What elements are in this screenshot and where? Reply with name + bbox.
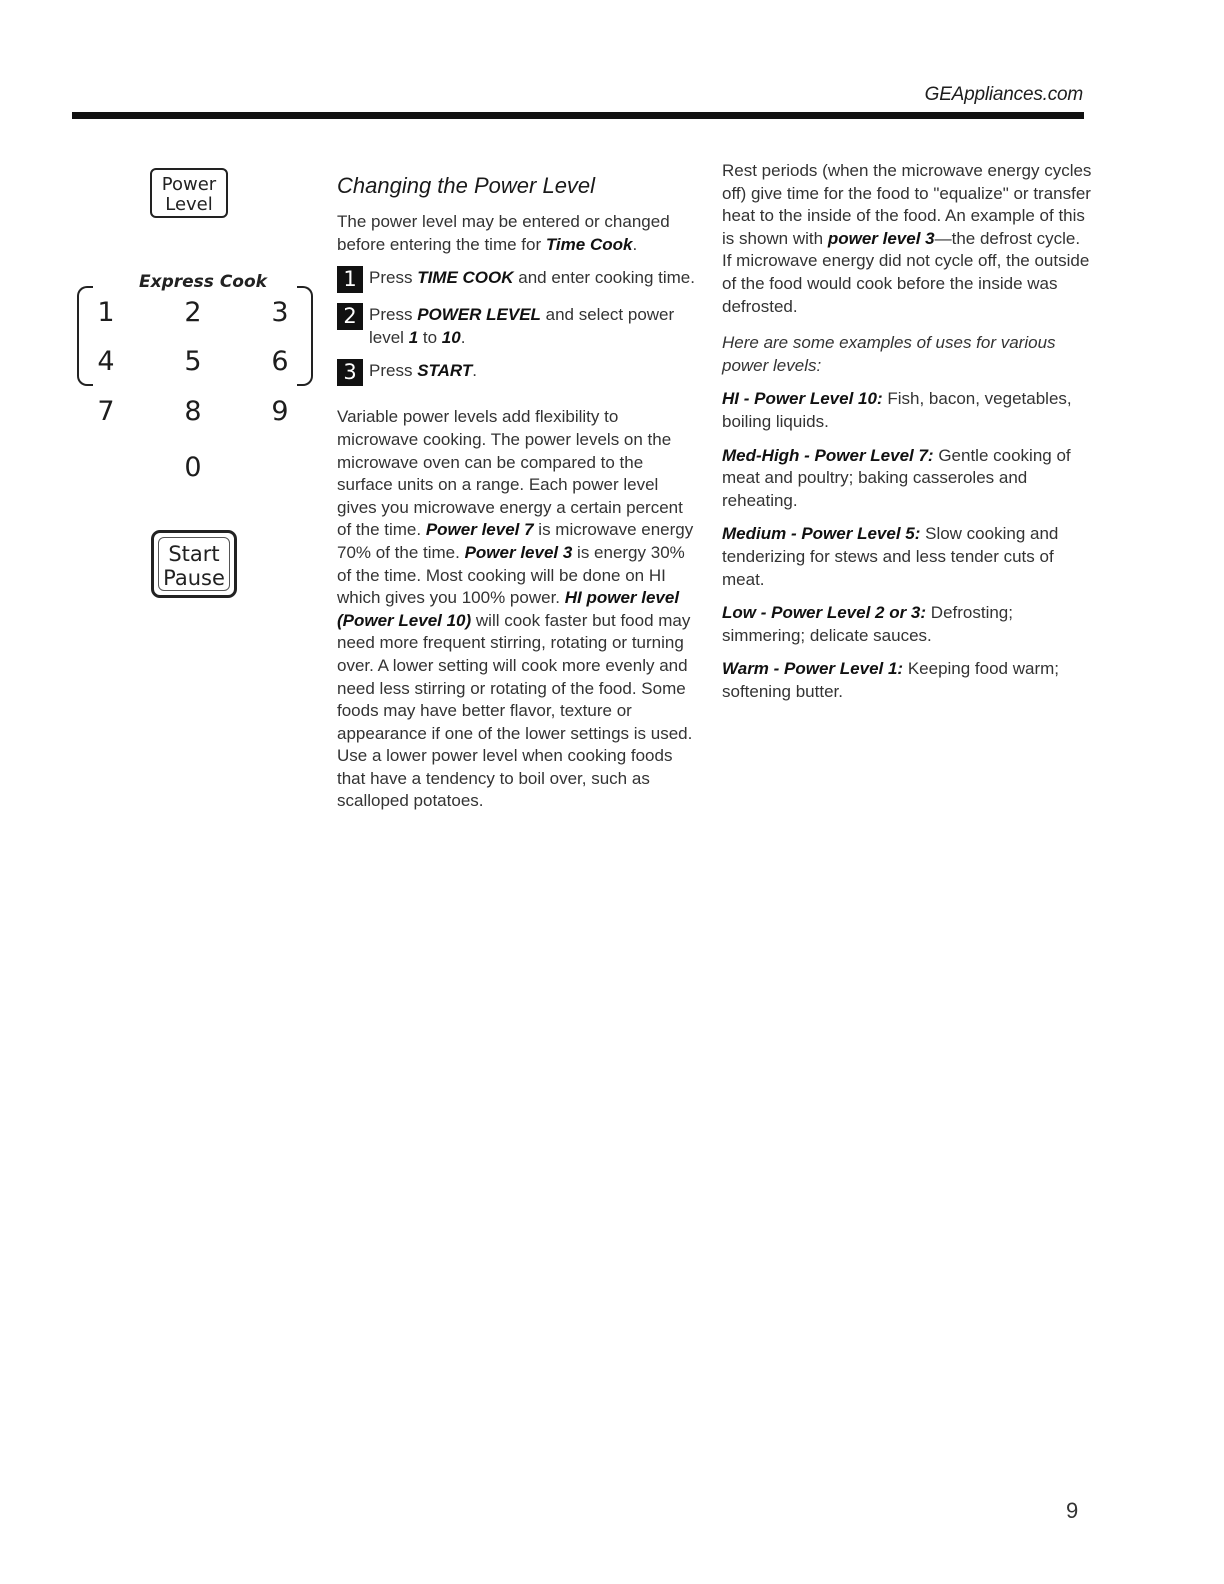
key-7: 7: [97, 396, 115, 427]
step-2-level-max: 10: [441, 327, 461, 347]
key-1: 1: [97, 297, 115, 328]
step-1-number: 1: [337, 266, 363, 293]
express-cook-label: Express Cook: [139, 272, 267, 292]
header-rule: [72, 112, 1084, 119]
step-2-number: 2: [337, 303, 363, 330]
step-2: [337, 304, 697, 349]
key-6: 6: [271, 346, 289, 377]
power-levels-body: [337, 406, 697, 813]
level-hi: [722, 388, 1092, 433]
step-2-post: and select power level: [369, 305, 675, 347]
power-level-key-line1: Power: [161, 174, 217, 195]
intro-end: .: [632, 234, 638, 254]
section-intro: [337, 211, 697, 256]
body-t4: will cook faster but food may need more frequent stirring, rotating or turning over. A lower setting will cook more evenly and need less stirring or rotating of the food. Some foods may have better flavor, texture or appearance if one of the lower settings is used. Use a lower power level when cooking foods that have a tendency to boil over, such as scalloped potatoes.: [337, 610, 693, 811]
body-e2: Power level 3: [464, 542, 573, 562]
step-3: [337, 360, 697, 386]
body-e1: Power level 7: [425, 520, 534, 540]
step-2-pre: Press: [369, 305, 418, 325]
step-1-text: [369, 267, 697, 290]
key-2: 2: [184, 297, 202, 328]
step-1-post: and enter cooking time.: [513, 268, 695, 288]
key-3: 3: [271, 297, 289, 328]
step-2-text: [369, 304, 697, 349]
step-1-pre: Press: [369, 268, 418, 288]
level-med-high: [722, 445, 1092, 513]
power-level-section: [337, 172, 697, 813]
start-pause-key-line1: Start: [168, 542, 220, 566]
step-2-key: POWER LEVEL: [417, 305, 541, 325]
level-medium: [722, 523, 1092, 591]
key-9: 9: [271, 396, 289, 427]
examples-intro: Here are some examples of uses for various power levels:: [722, 333, 1056, 375]
rest-t2: —the defrost cycle. If microwave energy did not cycle off, the outside of the food would cook before the inside was defrosted.: [722, 228, 1090, 316]
rest-periods-text: [722, 160, 1092, 318]
intro-text: The power level may be entered or changed before entering the time for: [337, 212, 670, 254]
rest-e1: power level 3: [827, 228, 935, 248]
body-t3: is energy 30% of the time. Most cooking will be done on HI which gives you 100% power.: [337, 542, 685, 608]
level-hi-label: HI - Power Level 10:: [722, 389, 883, 409]
step-3-post: .: [472, 361, 478, 381]
power-level-key: [150, 168, 228, 218]
level-low: [722, 602, 1092, 647]
key-4: 4: [97, 346, 115, 377]
page-number: 9: [1066, 1498, 1079, 1523]
power-level-examples: [722, 160, 1092, 703]
key-5: 5: [184, 346, 202, 377]
start-pause-key-line2: Pause: [163, 566, 225, 590]
intro-time-cook: Time Cook: [545, 234, 633, 254]
level-med-high-label: Med-High - Power Level 7:: [722, 445, 934, 465]
level-warm: [722, 658, 1092, 703]
site-url: GEAppliances.com: [924, 84, 1083, 105]
rest-t1: Rest periods (when the microwave energy cycles off) give time for the food to "equalize" or transfer heat to the inside of the food. An example of this is shown with: [722, 161, 1092, 248]
key-8: 8: [184, 396, 202, 427]
step-3-number: 3: [337, 359, 363, 386]
body-t2: is microwave energy 70% of the time.: [337, 520, 694, 562]
step-2-mid: to: [418, 327, 442, 347]
level-hi-text: Fish, bacon, vegetables, boiling liquids.: [722, 389, 1072, 431]
body-t1: Variable power levels add flexibility to microwave cooking. The power levels on the microwave oven can be compared to the surface units on a range. Each power level gives you microwave energy a certain percent of the time.: [337, 407, 683, 540]
level-medium-text: Slow cooking and tenderizing for stews and less tender cuts of meat.: [722, 524, 1059, 589]
step-1: [337, 267, 697, 293]
level-low-text: Defrosting; simmering; delicate sauces.: [722, 603, 1013, 645]
level-med-high-text: Gentle cooking of meat and poultry; baking casseroles and reheating.: [722, 445, 1071, 510]
step-3-text: [369, 360, 697, 383]
start-pause-key: [151, 530, 237, 598]
step-2-end: .: [460, 327, 466, 347]
step-3-key: START: [417, 361, 473, 381]
level-warm-text: Keeping food warm; softening butter.: [722, 659, 1060, 701]
level-warm-label: Warm - Power Level 1:: [722, 659, 904, 679]
key-0: 0: [184, 452, 202, 483]
section-title: Changing the Power Level: [337, 173, 596, 198]
level-medium-label: Medium - Power Level 5:: [722, 524, 921, 544]
step-1-key: TIME COOK: [417, 268, 514, 288]
body-e3: HI power level (Power Level 10): [337, 588, 680, 630]
level-low-label: Low - Power Level 2 or 3:: [722, 603, 927, 623]
step-3-pre: Press: [369, 361, 418, 381]
power-level-key-line2: Level: [165, 194, 213, 215]
step-2-level-min: 1: [408, 327, 419, 347]
